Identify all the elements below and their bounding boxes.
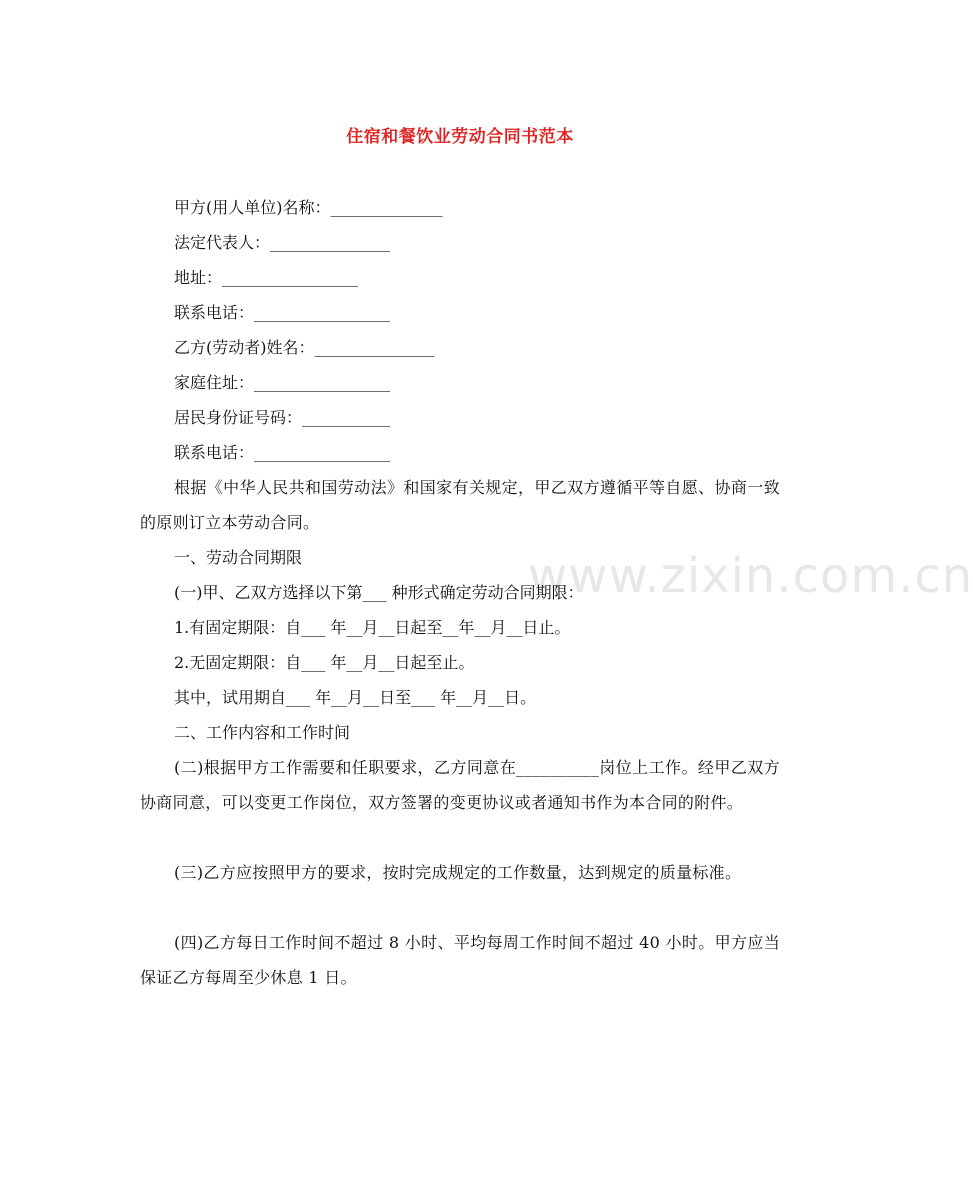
watermark: www.zixin.com.cn [528, 548, 973, 604]
field-home-address: 家庭住址：_________________ [174, 373, 391, 392]
section1-item1: (一)甲、乙双方选择以下第___ 种形式确定劳动合同期限： [174, 583, 584, 602]
section1-item2: 1.有固定期限：自___ 年__月__日起至__年__月__日止。 [174, 618, 571, 637]
field-employee-name: 乙方(劳动者)姓名：_______________ [174, 338, 435, 357]
field-id-number: 居民身份证号码：___________ [174, 408, 391, 427]
field-legal-representative: 法定代表人：_______________ [174, 233, 391, 252]
field-employer-name: 甲方(用人单位)名称：______________ [174, 198, 443, 217]
field-employer-phone: 联系电话：_________________ [174, 303, 391, 322]
section1-item4: 其中，试用期自___ 年__月__日至___ 年__月__日。 [174, 688, 537, 707]
section2-paragraph3: (四)乙方每日工作时间不超过 8 小时、平均每周工作时间不超过 40 小时。甲方应当保证乙方每周至少休息 1 日。 [140, 933, 780, 987]
section2-paragraph1: (二)根据甲方工作需要和任职要求，乙方同意在__________岗位上工作。经甲乙双方协商同意，可以变更工作岗位，双方签署的变更协议或者通知书作为本合同的附件。 [140, 758, 780, 812]
field-employee-phone: 联系电话：_________________ [174, 443, 391, 462]
document-title: 住宿和餐饮业劳动合同书范本 [346, 127, 574, 147]
section1-item3: 2.无固定期限：自___ 年__月__日起至止。 [174, 653, 475, 672]
intro-paragraph: 根据《中华人民共和国劳动法》和国家有关规定，甲乙双方遵循平等自愿、协商一致的原则订立本劳动合同。 [140, 478, 780, 532]
section2-paragraph2: (三)乙方应按照甲方的要求，按时完成规定的工作数量，达到规定的质量标准。 [174, 863, 742, 882]
section2-heading: 二、工作内容和工作时间 [174, 723, 351, 742]
field-address: 地址：_________________ [174, 268, 359, 287]
section1-heading: 一、劳动合同期限 [174, 548, 303, 567]
